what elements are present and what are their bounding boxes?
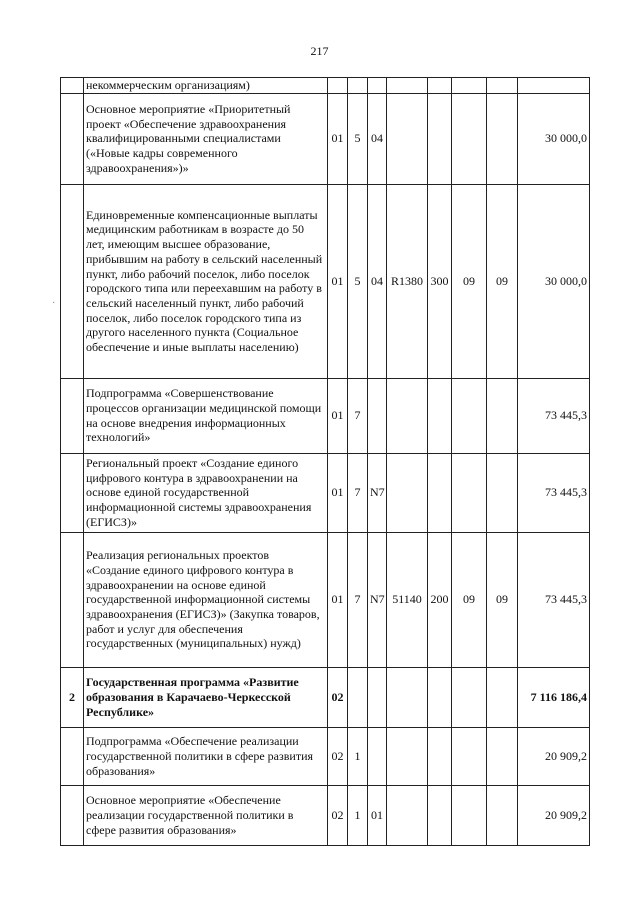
subsection-code: [487, 727, 518, 785]
program-code: 01: [328, 184, 348, 378]
subprogram-code: 1: [348, 785, 368, 845]
amount: 20 909,2: [518, 727, 590, 785]
subsection-code: [487, 93, 518, 184]
subsection-code: 09: [487, 184, 518, 378]
expense-type-code: [428, 785, 452, 845]
amount: 30 000,0: [518, 184, 590, 378]
activity-code: N7: [368, 532, 387, 667]
row-number: [61, 727, 84, 785]
activity-code: 04: [368, 184, 387, 378]
subprogram-code: 1: [348, 727, 368, 785]
row-number: [61, 785, 84, 845]
expense-type-code: [428, 667, 452, 727]
item-name: Региональный проект «Создание единого цифрового контура в здравоохранении на основе единой государственной информационной системы здравоохранения (ЕГИСЗ)»: [84, 453, 328, 532]
item-name: некоммерческим организациям): [84, 78, 328, 94]
row-number: [61, 184, 84, 378]
table-row: [61, 532, 590, 667]
budget-table: [60, 77, 590, 846]
section-code: 09: [452, 184, 487, 378]
scan-mark: ·: [52, 298, 56, 309]
subprogram-code: [348, 667, 368, 727]
expense-type-code: [428, 78, 452, 94]
section-code: [452, 378, 487, 453]
item-name: Единовременные компенсационные выплаты медицинским работникам в возрасте до 50 лет, имеющим высшее образование, прибывшим на работу в сельский населенный пункт, либо рабочий поселок, либо поселок городского типа или переехавшим на работу в сельский населенный пункт, либо рабочий поселок, либо поселок городского типа из другого населенного пункта (Социальное обеспечение и иные выплаты населению): [84, 184, 328, 378]
subsection-code: 09: [487, 532, 518, 667]
activity-code: 04: [368, 93, 387, 184]
expense-type-code: [428, 727, 452, 785]
subsection-code: [487, 378, 518, 453]
subprogram-code: [348, 78, 368, 94]
activity-code: 01: [368, 785, 387, 845]
row-number: [61, 453, 84, 532]
expense-type-code: 300: [428, 184, 452, 378]
section-code: [452, 785, 487, 845]
amount: 73 445,3: [518, 532, 590, 667]
amount: 30 000,0: [518, 93, 590, 184]
activity-code: [368, 727, 387, 785]
direction-code: [387, 727, 428, 785]
subprogram-code: 7: [348, 453, 368, 532]
amount: 20 909,2: [518, 785, 590, 845]
direction-code: [387, 453, 428, 532]
program-code: 01: [328, 532, 348, 667]
subsection-code: [487, 785, 518, 845]
subprogram-code: 7: [348, 378, 368, 453]
section-code: [452, 453, 487, 532]
table-row: [61, 378, 590, 453]
table-row: [61, 184, 590, 378]
item-name: Подпрограмма «Обеспечение реализации государственной политики в сфере развития образования»: [84, 727, 328, 785]
amount: 73 445,3: [518, 378, 590, 453]
activity-code: [368, 378, 387, 453]
table-row: [61, 78, 590, 94]
table-row: [61, 727, 590, 785]
direction-code: [387, 785, 428, 845]
section-code: [452, 727, 487, 785]
section-code: 09: [452, 532, 487, 667]
expense-type-code: [428, 453, 452, 532]
expense-type-code: 200: [428, 532, 452, 667]
activity-code: [368, 667, 387, 727]
row-number: [61, 93, 84, 184]
activity-code: [368, 78, 387, 94]
direction-code: [387, 93, 428, 184]
amount: [518, 78, 590, 94]
subprogram-code: 5: [348, 93, 368, 184]
program-code: 01: [328, 378, 348, 453]
table-row: [61, 93, 590, 184]
program-code: 02: [328, 785, 348, 845]
amount: 73 445,3: [518, 453, 590, 532]
row-number: [61, 78, 84, 94]
subsection-code: [487, 453, 518, 532]
subsection-code: [487, 667, 518, 727]
expense-type-code: [428, 93, 452, 184]
section-code: [452, 93, 487, 184]
direction-code: [387, 378, 428, 453]
section-code: [452, 78, 487, 94]
activity-code: N7: [368, 453, 387, 532]
item-name: Основное мероприятие «Обеспечение реализации государственной политики в сфере развития образования»: [84, 785, 328, 845]
program-code: 02: [328, 727, 348, 785]
page-number: 217: [310, 44, 329, 58]
direction-code: [387, 667, 428, 727]
section-code: [452, 667, 487, 727]
item-name: Государственная программа «Развитие образования в Карачаево-Черкесской Республике»: [84, 667, 328, 727]
item-name: Основное мероприятие «Приоритетный проект «Обеспечение здравоохранения квалифицированными специалистами («Новые кадры современного здравоохранения»)»: [84, 93, 328, 184]
item-name: Реализация региональных проектов «Создание единого цифрового контура в здравоохранении на основе единой государственной информационной системы здравоохранения (ЕГИСЗ)» (Закупка товаров, работ и услуг для обеспечения государственных (муниципальных) нужд): [84, 532, 328, 667]
program-code: 01: [328, 93, 348, 184]
subprogram-code: 5: [348, 184, 368, 378]
amount: 7 116 186,4: [518, 667, 590, 727]
table-row: [61, 785, 590, 845]
subsection-code: [487, 78, 518, 94]
row-number: 2: [61, 667, 84, 727]
program-code: 01: [328, 453, 348, 532]
program-code: 02: [328, 667, 348, 727]
direction-code: 51140: [387, 532, 428, 667]
subprogram-code: 7: [348, 532, 368, 667]
table-row: [61, 453, 590, 532]
table-row: [61, 667, 590, 727]
program-code: [328, 78, 348, 94]
item-name: Подпрограмма «Совершенствование процессов организации медицинской помощи на основе внедрения информационных технологий»: [84, 378, 328, 453]
row-number: [61, 378, 84, 453]
row-number: [61, 532, 84, 667]
direction-code: R1380: [387, 184, 428, 378]
expense-type-code: [428, 378, 452, 453]
direction-code: [387, 78, 428, 94]
